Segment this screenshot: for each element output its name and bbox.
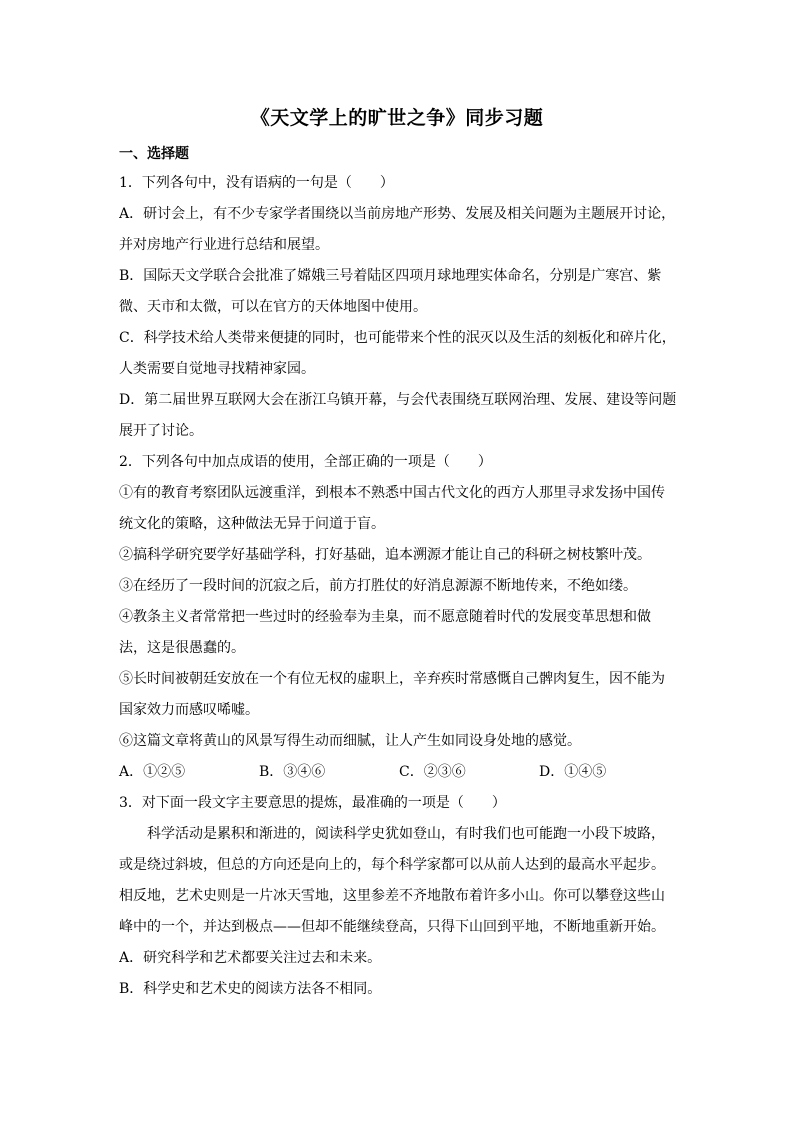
option-d: D．①④⑤	[539, 764, 607, 780]
option-b: B．科学史和艺术史的阅读方法各不相同。	[119, 981, 382, 997]
answer-options	[119, 757, 679, 788]
option-d-line-1: D．第二届世界互联网大会在浙江乌镇开幕，与会代表围绕互联网治理、发展、建设等问题	[119, 392, 677, 408]
page-title: 《天文学上的旷世之争》同步习题	[250, 107, 544, 129]
sentence-5-line-2: 国家效力而感叹唏嘘。	[119, 702, 259, 718]
option-c-line-1: C．科学技术给人类带来便捷的同时，也可能带来个性的泯灭以及生活的刻板化和碎片化，	[119, 330, 676, 346]
option-b-line-1: B．国际天文学联合会批准了嫦娥三号着陆区四项月球地理实体命名，分别是广寒宫、紫	[119, 268, 662, 284]
question-2	[119, 447, 679, 788]
passage-line-3: 相反地，艺术史则是一片冰天雪地，这里参差不齐地散布着许多小山。你可以攀登这些山	[119, 888, 665, 904]
passage-line-2: 或是绕过斜坡，但总的方向还是向上的，每个科学家都可以从前人达到的最高水平起步。	[119, 857, 665, 873]
option-a: A．①②⑤	[119, 764, 186, 780]
sentence-6: ⑥这篇文章将黄山的风景写得生动而细腻，让人产生如同设身处地的感觉。	[119, 733, 581, 749]
passage-line-4: 峰中的一个，并达到极点——但却不能继续登高，只得下山回到平地，不断地重新开始。	[119, 919, 665, 935]
sentence-3: ③在经历了一段时间的沉寂之后，前方打胜仗的好消息源源不断地传来，不绝如缕。	[119, 578, 637, 594]
option-b: B．③④⑥	[259, 764, 326, 780]
question-stem: 1．下列各句中，没有语病的一句是（ ）	[119, 175, 394, 191]
sentence-4-line-1: ④教条主义者常常把一些过时的经验奉为圭臬，而不愿意随着时代的发展变革思想和做	[119, 609, 651, 625]
option-d-line-2: 展开了讨论。	[119, 423, 203, 439]
passage-line-1: 科学活动是累积和渐进的，阅读科学史犹如登山，有时我们也可能跑一小段下坡路，	[147, 826, 665, 842]
sentence-2: ②搞科学研究要学好基础学科，打好基础，追本溯源才能让自己的科研之树枝繁叶茂。	[119, 547, 651, 563]
option-a-line-2: 并对房地产行业进行总结和展望。	[119, 237, 329, 253]
option-c: C．②③⑥	[399, 764, 466, 780]
document-body	[119, 140, 679, 1005]
sentence-5-line-1: ⑤长时间被朝廷安放在一个有位无权的虚职上，辛弃疾时常感慨自己髀肉复生，因不能为	[119, 671, 665, 687]
sentence-1-line-1: ①有的教育考察团队远渡重洋，到根本不熟悉中国古代文化的西方人那里寻求发扬中国传	[119, 485, 665, 501]
option-b-line-2: 微、天市和太微，可以在官方的天体地图中使用。	[119, 299, 427, 315]
option-c-line-2: 人类需要自觉地寻找精神家园。	[119, 361, 315, 377]
option-a-line-1: A．研讨会上，有不少专家学者围绕以当前房地产形势、发展及相关问题为主题展开讨论，	[119, 206, 676, 222]
question-stem: 2．下列各句中加点成语的使用，全部正确的一项是（ ）	[119, 454, 492, 470]
sentence-4-line-2: 法，这是很愚蠢的。	[119, 640, 245, 656]
sentence-1-line-2: 统文化的策略，这种做法无异于问道于盲。	[119, 516, 385, 532]
section-heading: 一、选择题	[119, 146, 189, 162]
question-3	[119, 788, 679, 1005]
option-a: A．研究科学和艺术都要关注过去和未来。	[119, 950, 382, 966]
question-1	[119, 168, 679, 447]
question-stem: 3．对下面一段文字主要意思的提炼，最准确的一项是（ ）	[119, 795, 506, 811]
